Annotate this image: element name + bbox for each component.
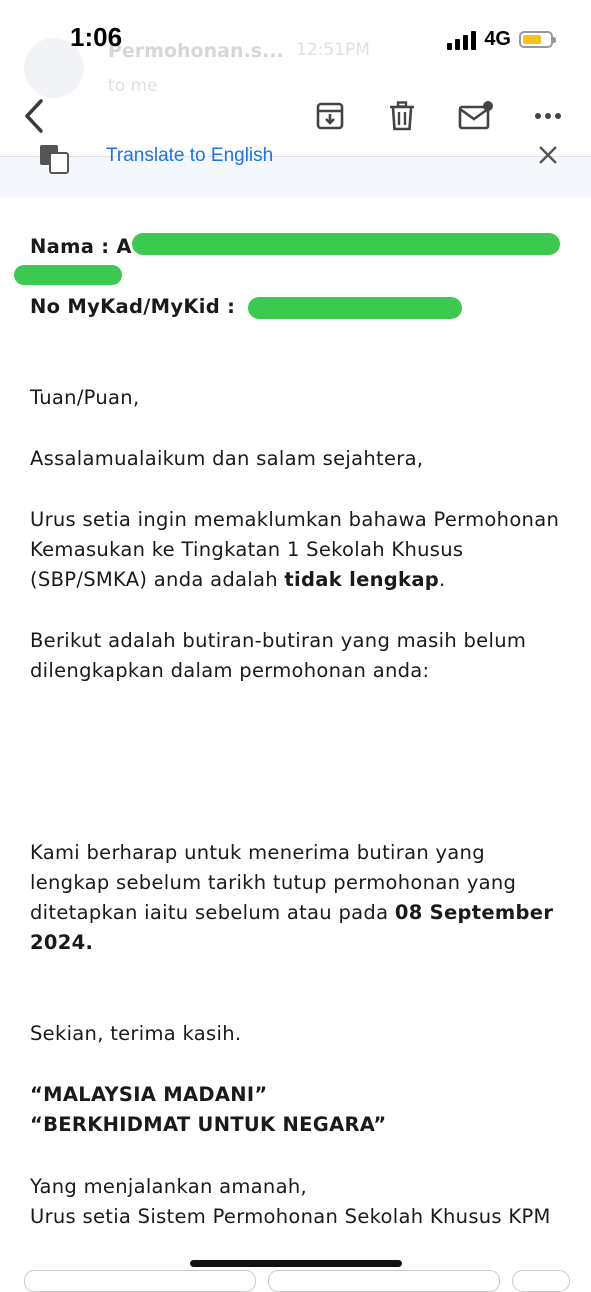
- more-button[interactable]: [528, 96, 568, 136]
- signature-line: Yang menjalankan amanah,: [30, 1175, 307, 1198]
- close-icon[interactable]: [536, 143, 560, 167]
- signature-line: Urus setia Sistem Permohonan Sekolah Khusus KPM: [30, 1205, 551, 1228]
- forward-button[interactable]: [268, 1270, 500, 1292]
- redaction-mark: [248, 297, 462, 319]
- paragraph-line: Berikut adalah butiran-butiran yang masih belum: [30, 629, 527, 652]
- text-span: (SBP/SMKA) anda adalah: [30, 568, 285, 591]
- greeting: Assalamualaikum dan salam sejahtera,: [30, 447, 424, 470]
- paragraph-line: [30, 898, 553, 928]
- more-icon: [534, 112, 562, 120]
- email-toolbar: [0, 80, 591, 154]
- paragraph-line: dilengkapkan dalam permohonan anda:: [30, 659, 430, 682]
- mykad-field: [30, 292, 235, 322]
- paragraph-line: Kemasukan ke Tingkatan 1 Sekolah Khusus: [30, 538, 464, 561]
- home-indicator: [190, 1260, 402, 1267]
- text-span: ditetapkan iaitu sebelum atau pada: [30, 901, 395, 924]
- translate-icon: [38, 145, 72, 175]
- motto-line: “BERKHIDMAT UNTUK NEGARA”: [30, 1113, 387, 1136]
- email-time: 12:51PM: [296, 40, 370, 60]
- status-highlight: tidak lengkap: [284, 568, 440, 591]
- translate-bar: [0, 145, 591, 197]
- paragraph-line: [30, 565, 446, 595]
- delete-button[interactable]: [382, 96, 422, 136]
- paragraph-line: lengkap sebelum tarikh tutup permohonan yang: [30, 871, 517, 894]
- nama-label: Nama : A: [30, 235, 132, 258]
- redaction-mark: [132, 233, 560, 255]
- motto-line: “MALAYSIA MADANI”: [30, 1083, 268, 1106]
- salutation: Tuan/Puan,: [30, 386, 140, 409]
- deadline-year: 2024.: [30, 931, 94, 954]
- mail-unread-icon: [458, 101, 494, 131]
- reply-button[interactable]: [24, 1270, 256, 1292]
- archive-button[interactable]: [310, 96, 350, 136]
- mark-unread-button[interactable]: [456, 96, 496, 136]
- archive-icon: [315, 101, 345, 131]
- text-span: .: [439, 568, 446, 591]
- back-button[interactable]: [14, 96, 54, 136]
- nama-field: [30, 232, 132, 262]
- back-icon: [23, 98, 45, 134]
- redaction-mark: [14, 265, 122, 285]
- deadline-date: 08 September: [394, 901, 554, 924]
- paragraph-line: Urus setia ingin memaklumkan bahawa Permohonan: [30, 508, 560, 531]
- emoji-button[interactable]: [512, 1270, 570, 1292]
- trash-icon: [388, 101, 416, 131]
- paragraph-line: Kami berharap untuk menerima butiran yang: [30, 841, 485, 864]
- translate-link[interactable]: Translate to English: [106, 145, 274, 166]
- email-subject: Permohonan.s...: [108, 40, 284, 62]
- mykad-label: No MyKad/MyKid :: [30, 295, 236, 318]
- reply-actions-bar: [0, 1270, 591, 1280]
- network-type: 4G: [484, 28, 511, 50]
- email-recipient: to me: [108, 76, 158, 96]
- closing: Sekian, terima kasih.: [30, 1022, 242, 1045]
- status-time: 1:06: [70, 22, 123, 52]
